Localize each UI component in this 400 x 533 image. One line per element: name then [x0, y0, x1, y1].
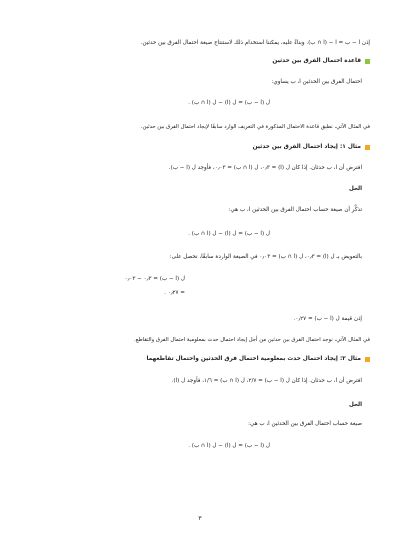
rule-title: قاعدة احتمال الفرق بين حدثين: [272, 58, 361, 64]
example-1-answer: إذن قيمة ل (ا − ب) = ٠٫٢٧.: [293, 316, 362, 322]
next-example-intro-2: في المثال الآتي، نوجد احتمال الفرق بين حدثين من أجل إيجاد احتمال حدث بمعلومية احتمال الفرق والتقاطع.: [133, 337, 370, 343]
example-1-heading: [253, 144, 370, 151]
example-1-calc-line-2: = ٠٫٢٧ .: [164, 290, 185, 296]
example-1-substitution: بالتعويض بـ ل (ا) = ٠٫٣، ل (ا ∩ ب) = ٠٫٠٣ في الصيغة الواردة سابقًا، نحصل على:: [169, 254, 362, 260]
rule-equation: ل (ا − ب) = ل (ا) − ل (ا ∩ ب) .: [188, 100, 270, 106]
example-1-title: مثال ١: إيجاد احتمال الفرق بين حدثين: [252, 144, 361, 150]
rule-text: احتمال الفرق بين الحدثين ا، ب يساوي:: [271, 79, 362, 85]
square-bullet-icon: [365, 145, 370, 150]
intro-paragraph: إذن ا − ب = ا − (ا ∩ ب). وبناءً عليه، يمكننا استخدام ذلك لاستنتاج صيغة احتمال الفرق بين حدثين.: [140, 40, 370, 46]
square-bullet-icon: [365, 59, 370, 64]
example-2-equation: ل (ا − ب) = ل (ا) − ل (ا ∩ ب) .: [188, 443, 270, 449]
example-1-recall: تذكَّر أن صيغة حساب احتمال الفرق بين الحدثين ا، ب هي:: [228, 207, 362, 213]
example-1-calc-line-1: ل (ا − ب) = ٠٫٣ − ٠٫٠٣: [124, 276, 185, 282]
solution-2-label: الحل: [348, 402, 362, 408]
example-1-equation: ل (ا − ب) = ل (ا) − ل (ا ∩ ب) .: [188, 231, 270, 237]
example-2-recall: صيغة حساب احتمال الفرق بين الحدثين ا، ب هي:: [248, 421, 362, 427]
page-number: ٣: [198, 515, 202, 522]
example-2-heading: [146, 356, 370, 363]
example-2-title: مثال ٢: إيجاد احتمال حدث بمعلومية احتمال فرق الحدثين واحتمال تقاطعهما: [146, 356, 361, 362]
example-1-text: افترض أن ا، ب حدثان. إذا كان ل (ا) = ٠٫٣، ل (ا ∩ ب) = ٠٫٠٣، فأوجد ل (ا − ب).: [168, 165, 362, 171]
solution-1-label: الحل: [348, 186, 362, 192]
example-2-text: افترض أن ا، ب حدثان. إذا كان ل (ا − ب) = ٢/٧، ل (ا ∩ ب) = ١/٦، فأوجد ل (ا).: [171, 378, 362, 384]
rule-heading: [272, 58, 370, 65]
square-bullet-icon: [365, 357, 370, 362]
next-example-intro: في المثال الآتي، نطبق قاعدة الاحتمال المذكورة في التعريف الوارد سابقًا لإيجاد احتمال الفرق بين حدثين.: [140, 124, 370, 130]
